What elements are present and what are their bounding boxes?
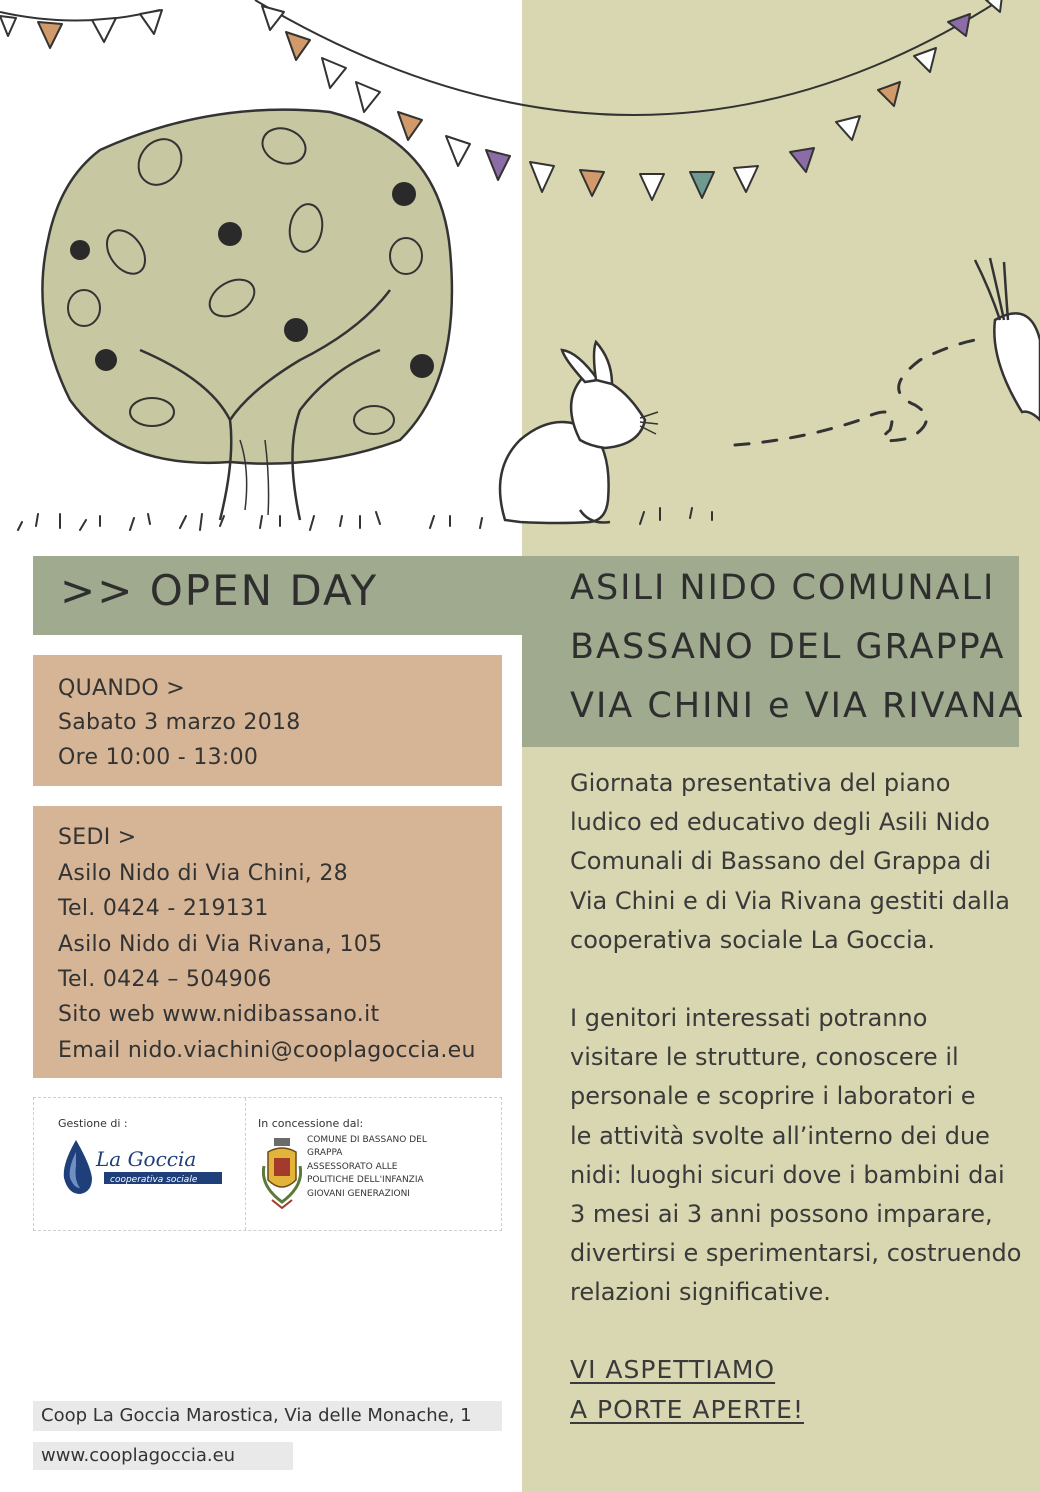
gestione-label: Gestione di : xyxy=(58,1117,128,1130)
comune-line: ASSESSORATO ALLE xyxy=(307,1162,398,1172)
comune-line: GIOVANI GENERAZIONI xyxy=(307,1189,410,1199)
comune-coat-of-arms-icon xyxy=(262,1136,302,1210)
header-illustration xyxy=(0,0,1040,540)
carrot-drawing xyxy=(975,258,1040,420)
paragraph-line: le attività svolte all’interno dei due xyxy=(570,1121,990,1150)
footer-website[interactable]: www.cooplagoccia.eu xyxy=(33,1442,293,1470)
paragraph-line: 3 mesi ai 3 anni possono imparare, xyxy=(570,1200,993,1229)
dashed-trail xyxy=(735,340,975,445)
footer-address: Coop La Goccia Marostica, Via delle Monache, 1 xyxy=(33,1401,502,1431)
tree-drawing xyxy=(42,110,452,520)
email-line[interactable]: Email nido.viachini@cooplagoccia.eu xyxy=(58,1038,476,1063)
paragraph-line: relazioni significative. xyxy=(570,1278,831,1307)
paragraph-line: nidi: luoghi sicuri dove i bambini dai xyxy=(570,1160,1005,1189)
paragraph-line: divertirsi e sperimentarsi, costruendo xyxy=(570,1239,1022,1268)
location-line: Asilo Nido di Via Chini, 28 xyxy=(58,861,348,886)
comune-line: COMUNE DI BASSANO DEL xyxy=(307,1135,427,1145)
when-heading: QUANDO > xyxy=(58,676,186,701)
title-line-1: ASILI NIDO COMUNALI xyxy=(570,568,996,608)
paragraph-line: Giornata presentativa del piano xyxy=(570,769,951,797)
logos-divider xyxy=(245,1098,246,1230)
grass-strokes xyxy=(18,508,712,530)
locations-heading: SEDI > xyxy=(58,825,137,850)
paragraph-line: visitare le strutture, conoscere il xyxy=(570,1043,959,1072)
location-line: Tel. 0424 - 219131 xyxy=(58,896,269,921)
paragraph-line: Via Chini e di Via Rivana gestiti dalla xyxy=(570,886,1010,915)
paragraph-line: ludico ed educativo degli Asili Nido xyxy=(570,808,990,837)
open-day-heading: >> OPEN DAY xyxy=(60,566,379,615)
description-paragraph-1 xyxy=(570,764,1010,960)
la-goccia-subtitle: cooperativa sociale xyxy=(110,1175,198,1185)
comune-line: POLITICHE DELL'INFANZIA xyxy=(307,1175,424,1185)
paragraph-line: cooperativa sociale La Goccia. xyxy=(570,925,935,954)
event-time: Ore 10:00 - 13:00 xyxy=(58,745,259,770)
website-line[interactable]: Sito web www.nidibassano.it xyxy=(58,1002,380,1027)
la-goccia-logo xyxy=(58,1136,228,1198)
paragraph-line: I genitori interessati potranno xyxy=(570,1004,928,1032)
la-goccia-wordmark: La Goccia xyxy=(96,1147,197,1171)
concessione-label: In concessione dal: xyxy=(258,1117,364,1130)
comune-line: GRAPPA xyxy=(307,1148,343,1158)
title-line-3: VIA CHINI e VIA RIVANA xyxy=(570,686,1025,726)
cta-line-1: VI ASPETTIAMO xyxy=(570,1355,776,1384)
description-paragraph-2 xyxy=(570,999,1021,1313)
location-line: Asilo Nido di Via Rivana, 105 xyxy=(58,932,383,957)
paragraph-line: personale e scoprire i laboratori e xyxy=(570,1082,976,1111)
rabbit-drawing xyxy=(500,342,645,523)
event-date: Sabato 3 marzo 2018 xyxy=(58,710,301,735)
paragraph-line: Comunali di Bassano del Grappa di xyxy=(570,847,992,876)
cta-line-2: A PORTE APERTE! xyxy=(570,1395,804,1424)
title-line-2: BASSANO DEL GRAPPA xyxy=(570,627,1006,667)
location-line: Tel. 0424 – 504906 xyxy=(58,967,272,992)
